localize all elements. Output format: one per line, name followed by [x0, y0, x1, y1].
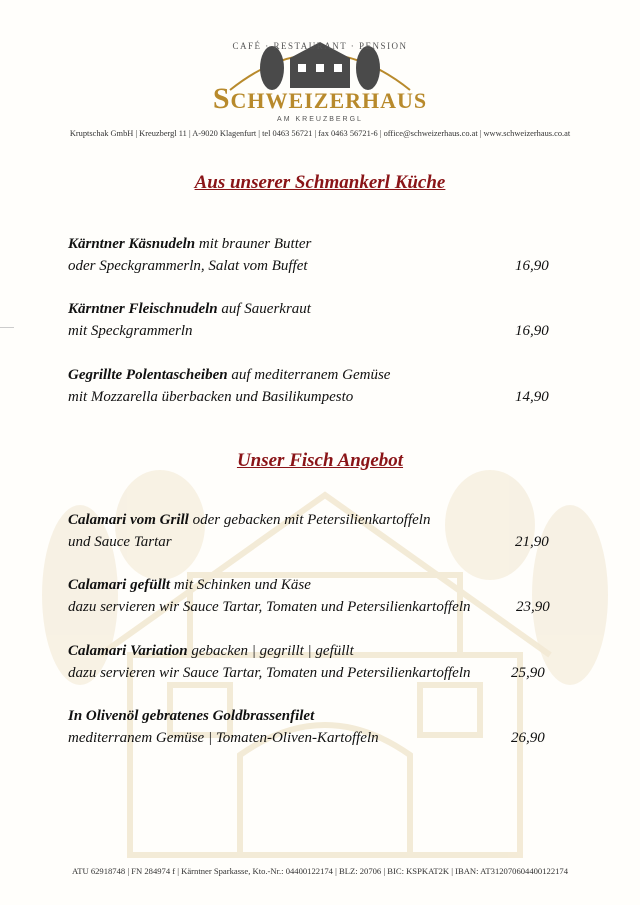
menu-item: Calamari vom Grill oder gebacken mit Petersilienkartoffeln und Sauce Tartar 21,90	[68, 509, 568, 553]
contact-line: Kruptschak GmbH | Kreuzbergl 11 | A-9020 Klagenfurt | tel 0463 56721 | fax 0463 56721-6 | office@schweizerhaus.co.at | www.schweizerhaus.co.at	[69, 129, 571, 138]
menu-item: Calamari gefüllt mit Schinken und Käse dazu servieren wir Sauce Tartar, Tomaten und Petersilienkartoffeln 23,90	[68, 574, 568, 618]
menu-item-price: 23,90	[516, 599, 550, 615]
menu-item-price: 25,90	[511, 665, 545, 681]
menu-item-price: 26,90	[511, 730, 545, 746]
menu-item-price: 21,90	[515, 534, 549, 550]
footer-bank-details: ATU 62918748 | FN 284974 f | Kärntner Sparkasse, Kto.-Nr.: 04400122174 | BLZ: 20706 | BIC: KSPKAT2K | IBAN: AT312070604400122174	[71, 866, 569, 876]
menu-item: In Olivenöl gebratenes Goldbrassenfilet mediterranem Gemüse | Tomaten-Oliven-Kartoffeln 26,90	[68, 705, 568, 749]
menu-item: Kärntner Käsnudeln mit brauner Butter oder Speckgrammerln, Salat vom Buffet 16,90	[68, 233, 568, 277]
menu-item: Gegrillte Polentascheiben auf mediterranem Gemüse mit Mozzarella überbacken und Basilikumpesto 14,90	[68, 364, 568, 408]
menu-item-price: 16,90	[515, 323, 549, 339]
menu-item: Calamari Variation gebacken | gegrillt | gefüllt dazu servieren wir Sauce Tartar, Tomaten und Petersilienkartoffeln 25,90	[68, 640, 568, 684]
menu-item-price: 16,90	[515, 258, 549, 274]
section-title-schmankerl: Aus unserer Schmankerl Küche	[194, 172, 446, 193]
section-title-fisch: Unser Fisch Angebot	[236, 450, 404, 471]
brand-tagline: CAFÉ · RESTAURANT · PENSION	[232, 41, 408, 51]
menu-item: Kärntner Fleischnudeln auf Sauerkraut mit Speckgrammerln 16,90	[68, 298, 568, 342]
margin-mark	[0, 327, 14, 328]
brand-name: SCHWEIZERHAUS	[212, 82, 428, 115]
brand-location: AM KREUZBERGL	[277, 116, 363, 123]
menu-item-price: 14,90	[515, 389, 549, 405]
